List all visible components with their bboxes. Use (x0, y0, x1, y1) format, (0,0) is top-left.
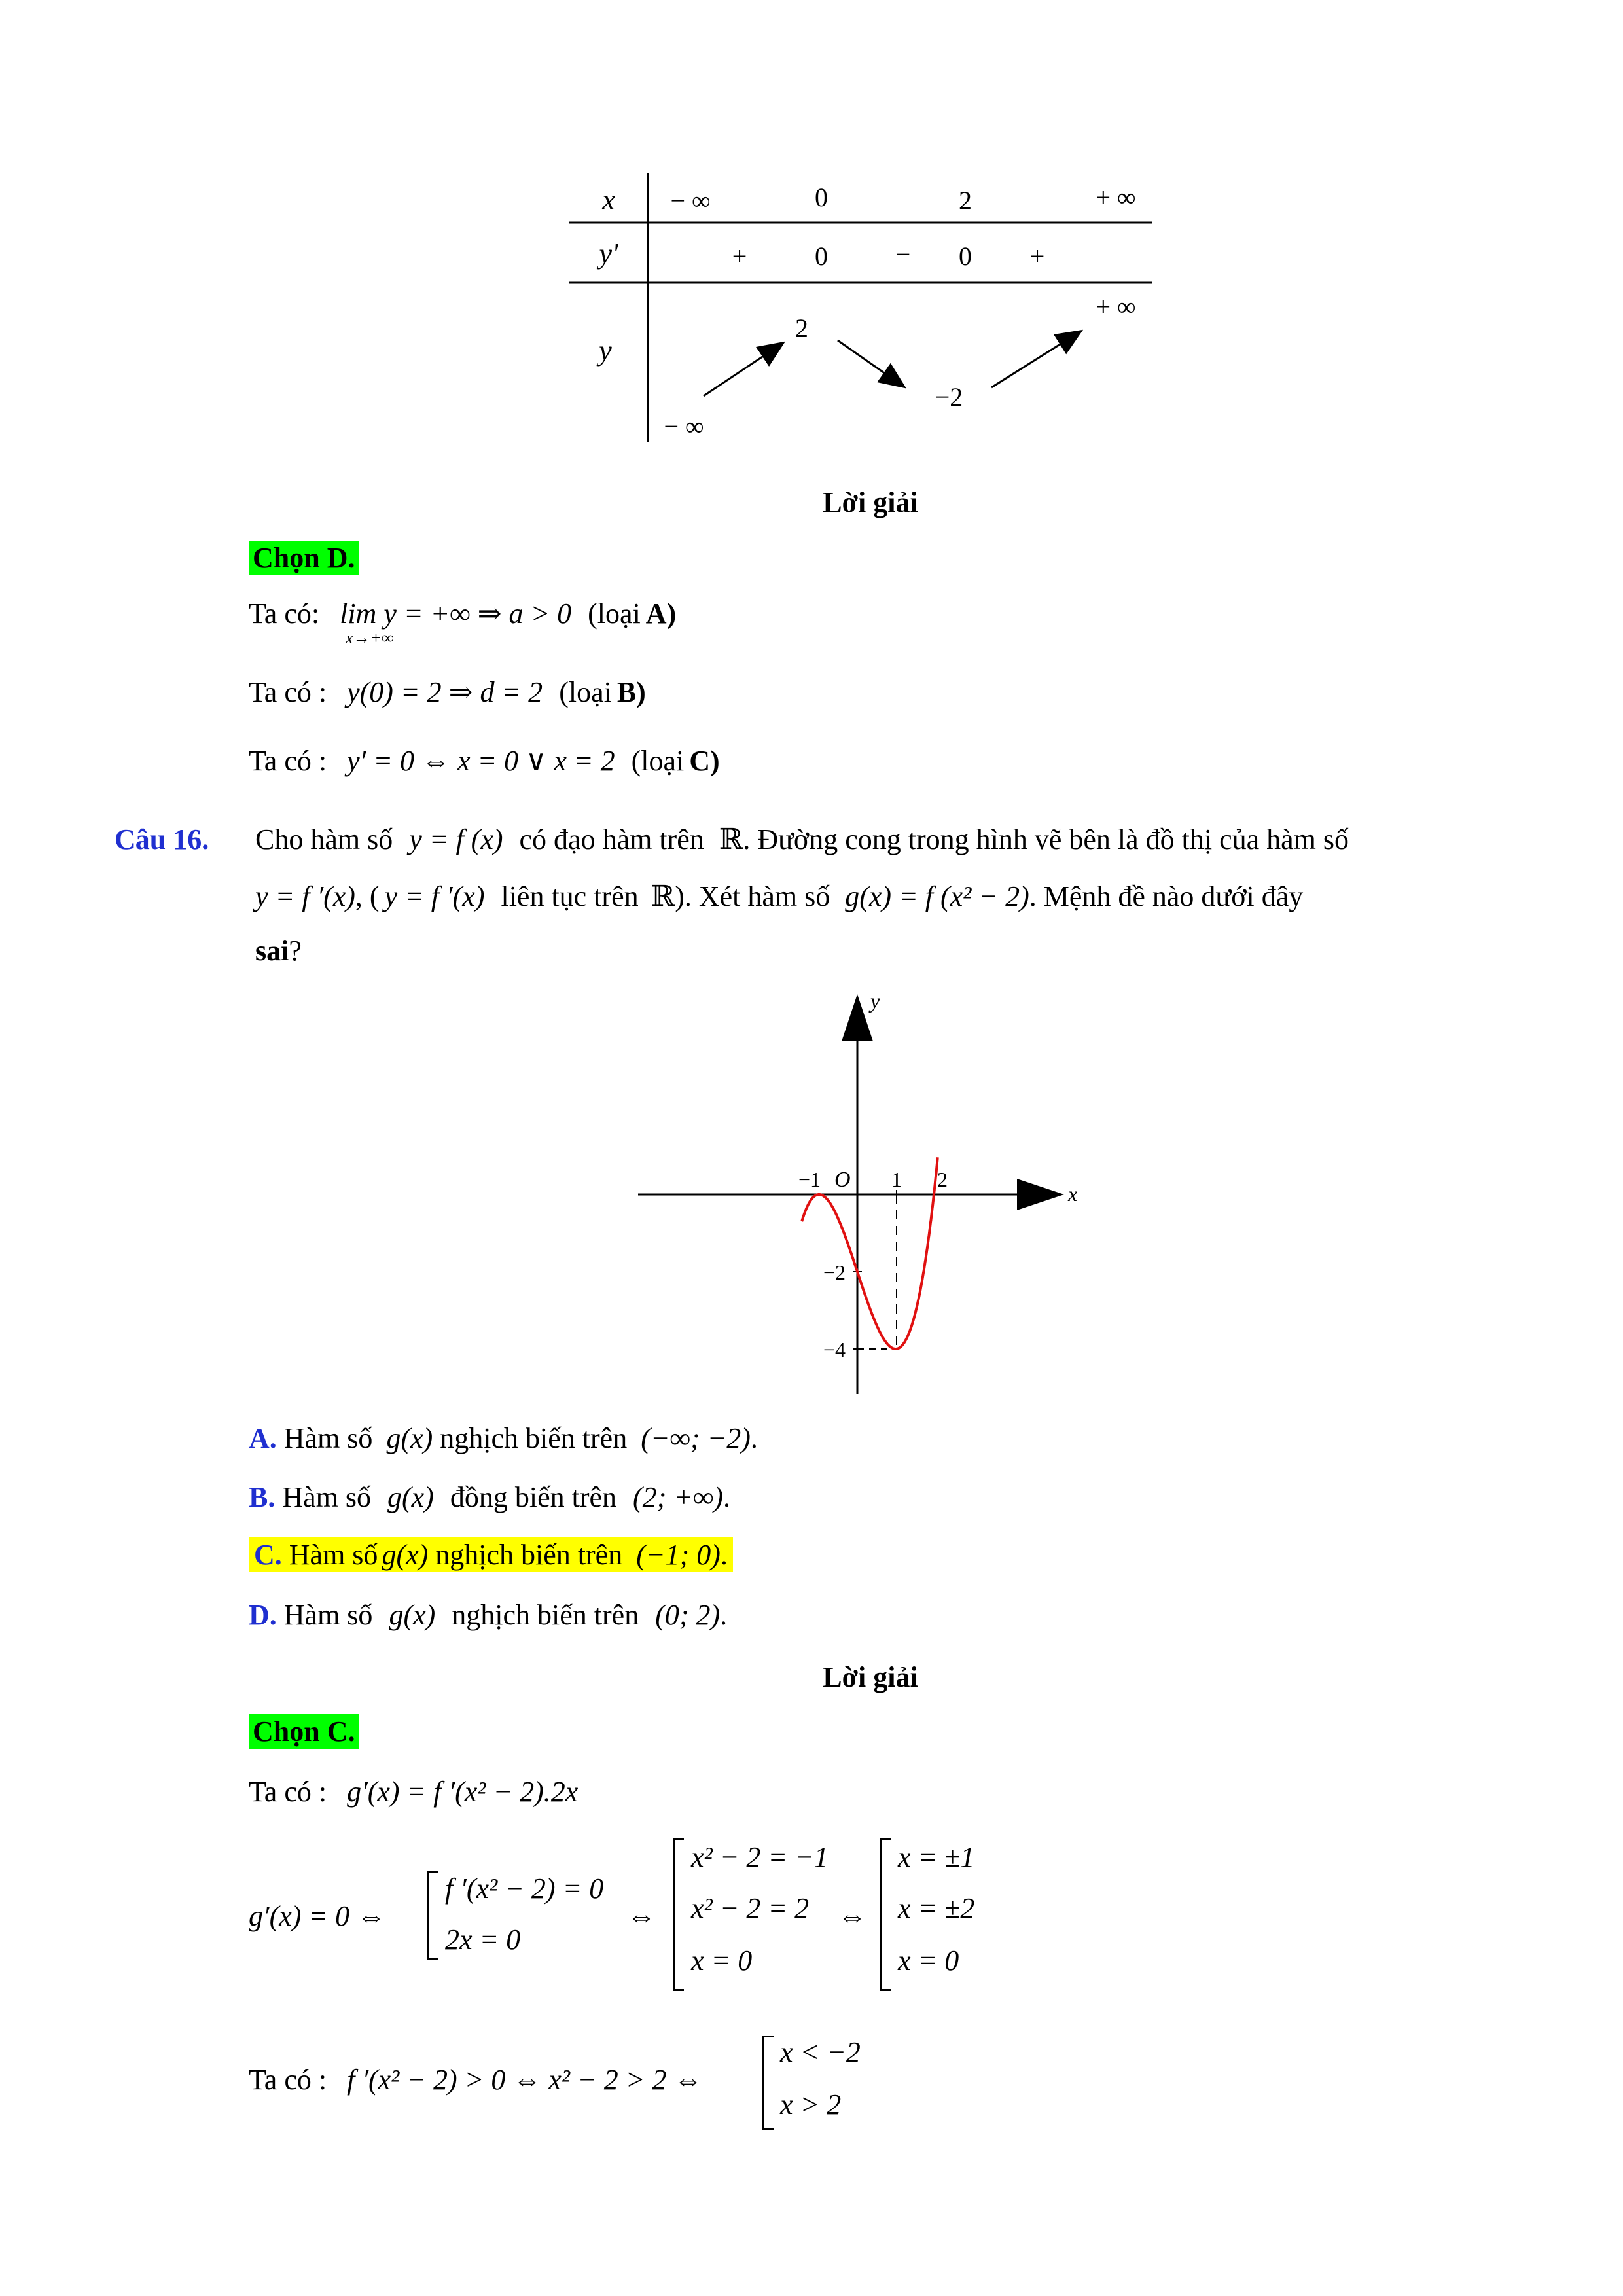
table-y-3: + ∞ (1096, 292, 1136, 321)
sys3-line-3: x = 0 (898, 1945, 959, 1977)
q-set-R: ℝ (719, 823, 743, 855)
line-prefix: Ta có : (249, 2064, 327, 2096)
line-option: A) (645, 598, 677, 630)
axis-label-x: x (1068, 1182, 1078, 1206)
x-tick-label-2: 2 (937, 1168, 948, 1191)
table-y-0: − ∞ (664, 412, 704, 441)
option-text: Hàm số (283, 1422, 373, 1454)
table-label-dy: y' (599, 238, 618, 270)
q-text: liên tục trên (501, 880, 639, 912)
sys1-line-1: f ′(x² − 2) = 0 (445, 1873, 604, 1905)
option-interval: (2; +∞) (633, 1481, 724, 1513)
bracket-1 (427, 1871, 438, 1960)
table-sign-4: + (1029, 242, 1045, 271)
sys3-line-2: x = ±2 (898, 1892, 975, 1924)
bracket-4 (762, 2036, 774, 2130)
option-interval: (−1; 0) (636, 1539, 721, 1571)
solution2-choice (249, 1713, 359, 1750)
variation-table (563, 144, 1165, 445)
sys2-line-1: x² − 2 = −1 (691, 1841, 829, 1873)
table-x-0: − ∞ (670, 186, 711, 215)
solution1-heading: Lời giải (823, 486, 918, 518)
option-text: Hàm số (289, 1539, 378, 1571)
line-math: y′ = 0 ⇔ x = 0 ∨ x = 2 (347, 745, 615, 777)
line-math: lim y = +∞ ⇒ a > 0 (340, 598, 572, 630)
option-c-highlight (249, 1537, 733, 1572)
option-end: . (750, 1422, 758, 1454)
option-letter: B. (249, 1481, 276, 1513)
equiv-2: ⇔ (838, 1900, 866, 1932)
q-text: có đạo hàm trên (519, 823, 704, 855)
line-prefix: Ta có : (249, 676, 327, 708)
option-end: . (720, 1539, 728, 1571)
sys1-line-2: 2x = 0 (445, 1924, 521, 1956)
x-tick-label-1: 1 (891, 1168, 902, 1191)
q-math: y = f ′(x) (384, 880, 485, 912)
line-option: C) (689, 745, 720, 777)
arrow-down (838, 340, 903, 386)
table-x-2: 2 (959, 186, 972, 215)
limit-subscript: x→+∞ (346, 628, 394, 647)
option-verb: nghịch biến trên (440, 1422, 628, 1454)
table-sign-1: 0 (815, 242, 828, 271)
option-letter: C. (254, 1539, 282, 1571)
option-text: Hàm số (282, 1481, 372, 1513)
option-func: g(x) (386, 1422, 433, 1454)
line-note: (loại (588, 598, 641, 630)
table-y-1: 2 (795, 314, 808, 343)
sys3-line-1: x = ±1 (898, 1841, 975, 1873)
origin-label: O (834, 1168, 851, 1192)
option-end: . (723, 1481, 731, 1513)
question-line-2 (255, 878, 1303, 915)
q-math: y = f ′(x) (255, 880, 355, 912)
question-number: Câu 16. (115, 823, 209, 855)
question-line-1 (255, 821, 1349, 858)
option-verb: nghịch biến trên (452, 1599, 639, 1631)
solution2-last-line (249, 2062, 702, 2098)
q-math: y = f (x) (409, 823, 503, 855)
q-text: , ( (355, 880, 380, 912)
solution2-heading: Lời giải (823, 1661, 918, 1693)
option-letter: D. (249, 1599, 277, 1631)
line-math: f ′(x² − 2) > 0 ⇔ x² − 2 > 2 ⇔ (347, 2064, 703, 2096)
q-text: Cho hàm số (255, 823, 393, 855)
option-text: Hàm số (283, 1599, 373, 1631)
table-x-1: 0 (815, 183, 828, 212)
option-func: g(x) (389, 1599, 436, 1631)
option-c[interactable] (249, 1537, 733, 1573)
sys2-line-3: x = 0 (691, 1945, 753, 1977)
line-prefix: Ta có : (249, 1776, 327, 1808)
option-d[interactable] (249, 1597, 727, 1634)
option-b[interactable] (249, 1479, 730, 1516)
table-x-3: + ∞ (1096, 183, 1136, 212)
bracket-2 (673, 1838, 684, 1991)
derivative-graph (628, 978, 1099, 1407)
option-letter: A. (249, 1422, 277, 1454)
solution1-line-2 (249, 674, 646, 711)
solution1-choice (249, 540, 359, 577)
table-label-x: x (602, 184, 615, 216)
option-verb: nghịch biến trên (435, 1539, 623, 1571)
line-option: B) (616, 676, 646, 708)
bracket-3 (880, 1838, 891, 1991)
table-y-2: −2 (935, 382, 963, 412)
option-verb: đồng biến trên (450, 1481, 617, 1513)
q-set-R: ℝ (651, 880, 675, 912)
table-sign-0: + (732, 242, 747, 271)
solution1-line-3 (249, 743, 720, 780)
table-sign-3: 0 (959, 242, 972, 271)
line-math: g′(x) = f ′(x² − 2).2x (347, 1776, 579, 1808)
table-sign-2: − (895, 240, 911, 269)
option-interval: (−∞; −2) (641, 1422, 751, 1454)
line-note: (loại (631, 745, 685, 777)
option-interval: (0; 2) (655, 1599, 721, 1631)
option-a[interactable] (249, 1420, 758, 1457)
q-math: g(x) = f (x² − 2) (845, 880, 1029, 912)
sys2-line-2: x² − 2 = 2 (691, 1892, 810, 1924)
x-tick-label-minus1: −1 (798, 1168, 821, 1191)
arrow-up-1 (704, 344, 782, 396)
sys-left: g′(x) = 0 ⇔ (249, 1900, 386, 1932)
q-keyword-false: sai (255, 935, 289, 967)
solution2-choice-label: Chọn C. (249, 1714, 359, 1749)
table-label-y: y (599, 334, 612, 367)
y-tick-label-minus2: −2 (823, 1261, 846, 1284)
q-text: ). Xét hàm số (675, 880, 830, 912)
y-tick-label-minus4: −4 (823, 1338, 846, 1361)
option-func: g(x) (387, 1481, 434, 1513)
equiv-1: ⇔ (627, 1900, 656, 1932)
option-end: . (720, 1599, 728, 1631)
last-sys-line-1: x < −2 (780, 2036, 861, 2068)
solution2-line-1 (249, 1774, 578, 1810)
line-prefix: Ta có: (249, 598, 320, 630)
line-math: y(0) = 2 ⇒ d = 2 (347, 676, 543, 708)
axis-label-y: y (870, 989, 880, 1013)
q-text: ? (289, 935, 302, 967)
arrow-up-2 (991, 332, 1080, 387)
q-text: . Đường cong trong hình vẽ bên là đồ thị của hàm số (743, 823, 1349, 855)
solution1-line-1 (249, 596, 676, 632)
last-sys-line-2: x > 2 (780, 2089, 842, 2121)
line-prefix: Ta có : (249, 745, 327, 777)
solution1-choice-label: Chọn D. (249, 541, 359, 575)
question-line-3 (255, 933, 302, 969)
line-note: (loại (559, 676, 612, 708)
q-text: . Mệnh đề nào dưới đây (1029, 880, 1304, 912)
derivative-curve (802, 1157, 938, 1349)
option-func: g(x) (382, 1539, 429, 1571)
